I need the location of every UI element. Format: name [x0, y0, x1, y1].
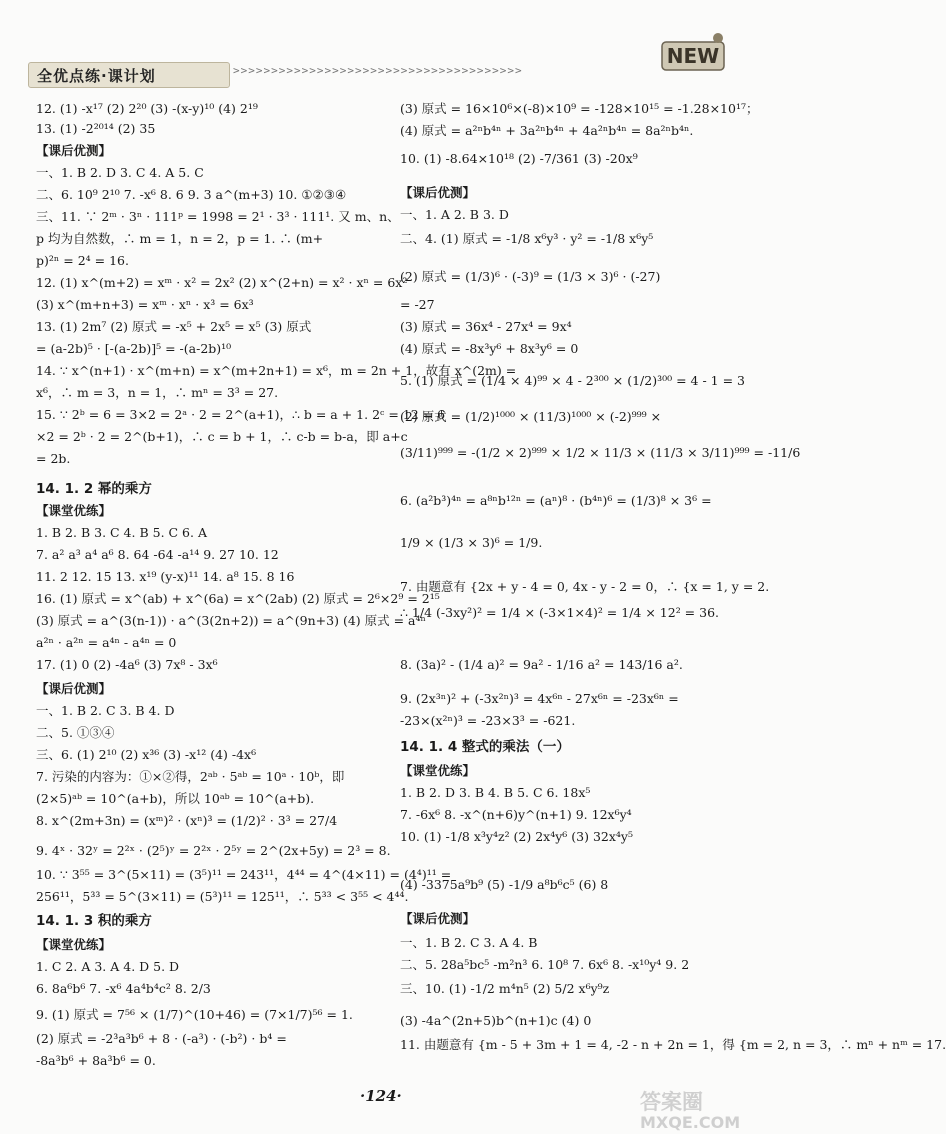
answer-line: 11. 由题意有 {m - 5 + 3m + 1 = 4, -2 - n + 2n = 1，得 {m = 2, n = 3，∴ mⁿ + nᵐ = 17. — [400, 1037, 946, 1052]
page-number: ·124· — [360, 1087, 402, 1105]
answer-line: (4) 原式 = -8x³y⁶ + 8x³y⁶ = 0 — [400, 341, 579, 356]
answer-line: 三、11. ∵ 2ᵐ · 3ⁿ · 111ᵖ = 1998 = 2¹ · 3³ · 111¹. 又 m、n、 — [36, 209, 400, 224]
answer-line: 1/9 × (1/3 × 3)⁶ = 1/9. — [400, 535, 543, 550]
subsection-label: 【课堂优练】 — [36, 503, 112, 518]
answer-line: 二、4. (1) 原式 = -1/8 x⁶y³ · y² = -1/8 x⁶y⁵ — [400, 231, 654, 246]
section-heading: 14. 1. 4 整式的乘法（一） — [400, 739, 570, 755]
answer-line: -8a³b⁶ + 8a³b⁶ = 0. — [36, 1053, 156, 1068]
answer-line: p 均为自然数，∴ m = 1，n = 2，p = 1. ∴ (m+ — [36, 231, 324, 246]
answer-line: (3) 原式 = 36x⁴ - 27x⁴ = 9x⁴ — [400, 319, 572, 334]
answer-line: 7. 由题意有 {2x + y - 4 = 0, 4x - y - 2 = 0，∴ {x = 1, y = 2. — [400, 579, 770, 594]
answer-line: 17. (1) 0 (2) -4a⁶ (3) 7x⁸ - 3x⁶ — [36, 657, 218, 672]
answer-line: = 2b. — [36, 451, 71, 466]
answer-line: 一、1. A 2. B 3. D — [400, 207, 509, 222]
answer-line: 5. (1) 原式 = (1/4 × 4)⁹⁹ × 4 - 2³⁰⁰ × (1/2)³⁰⁰ = 4 - 1 = 3 — [400, 373, 745, 388]
answer-line: -23×(x²ⁿ)³ = -23×3³ = -621. — [400, 713, 576, 728]
answer-line: (2) 原式 = (1/2)¹⁰⁰⁰ × (11/3)¹⁰⁰⁰ × (-2)⁹⁹⁹ × — [400, 409, 662, 424]
answer-line: 10. ∵ 3⁵⁵ = 3^(5×11) = (3⁵)¹¹ = 243¹¹，4⁴⁴ = 4^(4×11) = (4⁴)¹¹ = — [36, 867, 452, 882]
subsection-label: 【课堂优练】 — [36, 937, 112, 952]
answer-line: (3/11)⁹⁹⁹ = -(1/2 × 2)⁹⁹⁹ × 1/2 × 11/3 × (11/3 × 3/11)⁹⁹⁹ = -11/6 — [400, 445, 801, 460]
answer-line: 1. B 2. D 3. B 4. B 5. C 6. 18x⁵ — [400, 785, 591, 800]
answer-line: (3) 原式 = a^(3(n-1)) · a^(3(2n+2)) = a^(9n+3) (4) 原式 = a⁴ⁿ — [36, 613, 426, 628]
answer-line: 9. (1) 原式 = 7⁵⁶ × (1/7)^(10+46) = (7×1/7)⁵⁶ = 1. — [36, 1007, 353, 1022]
header-title-box — [28, 62, 230, 88]
answer-line: 9. 4ˣ · 32ʸ = 2²ˣ · (2⁵)ʸ = 2²ˣ · 2⁵ʸ = 2^(2x+5y) = 2³ = 8. — [36, 843, 391, 858]
answer-line: (3) 原式 = 16×10⁶×(-8)×10⁹ = -128×10¹⁵ = -1.28×10¹⁷； — [400, 101, 759, 116]
answer-line: p)²ⁿ = 2⁴ = 16. — [36, 253, 129, 268]
answer-line: 1. B 2. B 3. C 4. B 5. C 6. A — [36, 525, 207, 540]
subsection-label: 【课堂优练】 — [400, 763, 476, 778]
answer-line: 二、5. ①③④ — [36, 725, 115, 740]
answer-line: 一、1. B 2. C 3. A 4. B — [400, 935, 538, 950]
page-header — [28, 58, 718, 88]
answer-line: 9. (2x³ⁿ)² + (-3x²ⁿ)³ = 4x⁶ⁿ - 27x⁶ⁿ = -23x⁶ⁿ = — [400, 691, 679, 706]
section-heading: 14. 1. 3 积的乘方 — [36, 913, 152, 929]
header-arrow-strip: >>>>>>>>>>>>>>>>>>>>>>>>>>>>>>>>>>>>>> — [233, 64, 523, 77]
logo-text: NEW — [666, 44, 720, 68]
answer-line: 1. C 2. A 3. A 4. D 5. D — [36, 959, 180, 974]
answer-line: (2) 原式 = -2³a³b⁶ + 8 · (-a³) · (-b²) · b⁴ = — [36, 1031, 287, 1046]
answer-line: (4) -3375a⁹b⁹ (5) -1/9 a⁸b⁶c⁵ (6) 8 — [400, 877, 609, 892]
header-title: 全优点练·课计划 — [37, 67, 156, 85]
answer-line: = -27 — [400, 297, 435, 312]
answer-line: ×2 = 2ᵇ · 2 = 2^(b+1)，∴ c = b + 1，∴ c-b = b-a，即 a+c — [36, 429, 408, 444]
svg-text:答案圈: 答案圈 — [640, 1090, 703, 1114]
answer-line: 三、6. (1) 2¹⁰ (2) x³⁶ (3) -x¹² (4) -4x⁶ — [36, 747, 257, 762]
answer-line: (3) x^(m+n+3) = xᵐ · xⁿ · x³ = 6x³ — [36, 297, 254, 312]
answer-line: (4) 原式 = a²ⁿb⁴ⁿ + 3a²ⁿb⁴ⁿ + 4a²ⁿb⁴ⁿ = 8a²ⁿb⁴ⁿ. — [400, 123, 694, 138]
answer-line: 11. 2 12. 15 13. x¹⁹ (y-x)¹¹ 14. a⁸ 15. 8 16 — [36, 569, 295, 584]
answer-line: (2×5)ᵃᵇ = 10^(a+b)，所以 10ᵃᵇ = 10^(a+b). — [36, 791, 315, 806]
watermark-logo — [640, 1085, 755, 1131]
svg-text:MXQE.COM: MXQE.COM — [640, 1113, 741, 1132]
answer-line: x⁶，∴ m = 3，n = 1，∴ mⁿ = 3³ = 27. — [36, 385, 279, 400]
answer-line: (2) 原式 = (1/3)⁶ · (-3)⁹ = (1/3 × 3)⁶ · (-27) — [400, 269, 661, 284]
answer-line: ∴ 1/4 (-3xy²)² = 1/4 × (-3×1×4)² = 1/4 × 12² = 36. — [400, 605, 720, 620]
answer-line: 一、1. B 2. D 3. C 4. A 5. C — [36, 165, 204, 180]
subsection-label: 【课后优测】 — [400, 185, 476, 200]
subsection-label: 【课后优测】 — [36, 143, 112, 158]
answer-line: 13. (1) -2²⁰¹⁴ (2) 35 — [36, 121, 156, 136]
answer-line: 8. (3a)² - (1/4 a)² = 9a² - 1/16 a² = 143/16 a². — [400, 657, 683, 672]
subsection-label: 【课后优测】 — [400, 911, 476, 926]
answer-line: 256¹¹，5³³ = 5^(3×11) = (5³)¹¹ = 125¹¹，∴ 5³³ < 3⁵⁵ < 4⁴⁴. — [36, 889, 409, 904]
answer-line: 15. ∵ 2ᵇ = 6 = 3×2 = 2ᵃ · 2 = 2^(a+1)，∴ b = a + 1. 2ᶜ = 12 = 6 — [36, 407, 446, 422]
answer-line: 12. (1) x^(m+2) = xᵐ · x² = 2x² (2) x^(2+n) = x² · xⁿ = 6x² — [36, 275, 408, 290]
section-heading: 14. 1. 2 幂的乘方 — [36, 481, 152, 497]
answer-line: 16. (1) 原式 = x^(ab) + x^(6a) = x^(2ab) (2) 原式 = 2⁶×2⁹ = 2¹⁵ — [36, 591, 440, 606]
answer-line: 14. ∵ x^(n+1) · x^(m+n) = x^(m+2n+1) = x⁶，m = 2n + 1，故有 x^(2m) = — [36, 363, 517, 378]
answer-line: 二、5. 28a⁵bc⁵ -m²n³ 6. 10⁸ 7. 6x⁶ 8. -x¹⁰y⁴ 9. 2 — [400, 957, 690, 972]
answer-line: (3) -4a^(2n+5)b^(n+1)c (4) 0 — [400, 1013, 592, 1028]
answer-line: 10. (1) -1/8 x³y⁴z² (2) 2x⁴y⁶ (3) 32x⁴y⁵ — [400, 829, 634, 844]
answer-line: 一、1. B 2. C 3. B 4. D — [36, 703, 175, 718]
answer-line: 7. -6x⁶ 8. -x^(n+6)y^(n+1) 9. 12x⁶y⁴ — [400, 807, 632, 822]
subsection-label: 【课后优测】 — [36, 681, 112, 696]
answer-line: 二、6. 10⁹ 2¹⁰ 7. -x⁶ 8. 6 9. 3 a^(m+3) 10. ①②③④ — [36, 187, 347, 202]
answer-line: 8. x^(2m+3n) = (xᵐ)² · (xⁿ)³ = (1/2)² · 3³ = 27/4 — [36, 813, 338, 828]
answer-line: 7. a² a³ a⁴ a⁶ 8. 64 -64 -a¹⁴ 9. 27 10. 12 — [36, 547, 279, 562]
answer-line: 6. (a²b³)⁴ⁿ = a⁸ⁿb¹²ⁿ = (aⁿ)⁸ · (b⁴ⁿ)⁶ = (1/3)⁸ × 3⁶ = — [400, 493, 712, 508]
answer-line: 10. (1) -8.64×10¹⁸ (2) -7/361 (3) -20x⁹ — [400, 151, 638, 166]
answer-line: = (a-2b)⁵ · [-(a-2b)]⁵ = -(a-2b)¹⁰ — [36, 341, 232, 356]
answer-line: 三、10. (1) -1/2 m⁴n⁵ (2) 5/2 x⁶y⁹z — [400, 981, 610, 996]
answer-line: a²ⁿ · a²ⁿ = a⁴ⁿ - a⁴ⁿ = 0 — [36, 635, 177, 650]
answer-line: 6. 8a⁶b⁶ 7. -x⁶ 4a⁴b⁴c² 8. 2/3 — [36, 981, 211, 996]
answer-line: 12. (1) -x¹⁷ (2) 2²⁰ (3) -(x-y)¹⁰ (4) 2¹⁹ — [36, 101, 258, 116]
new-logo — [660, 30, 730, 74]
answer-line: 7. 污染的内容为：①×②得，2ᵃᵇ · 5ᵃᵇ = 10ᵃ · 10ᵇ，即 — [36, 769, 345, 784]
answer-line: 13. (1) 2m⁷ (2) 原式 = -x⁵ + 2x⁵ = x⁵ (3) 原式 — [36, 319, 312, 334]
